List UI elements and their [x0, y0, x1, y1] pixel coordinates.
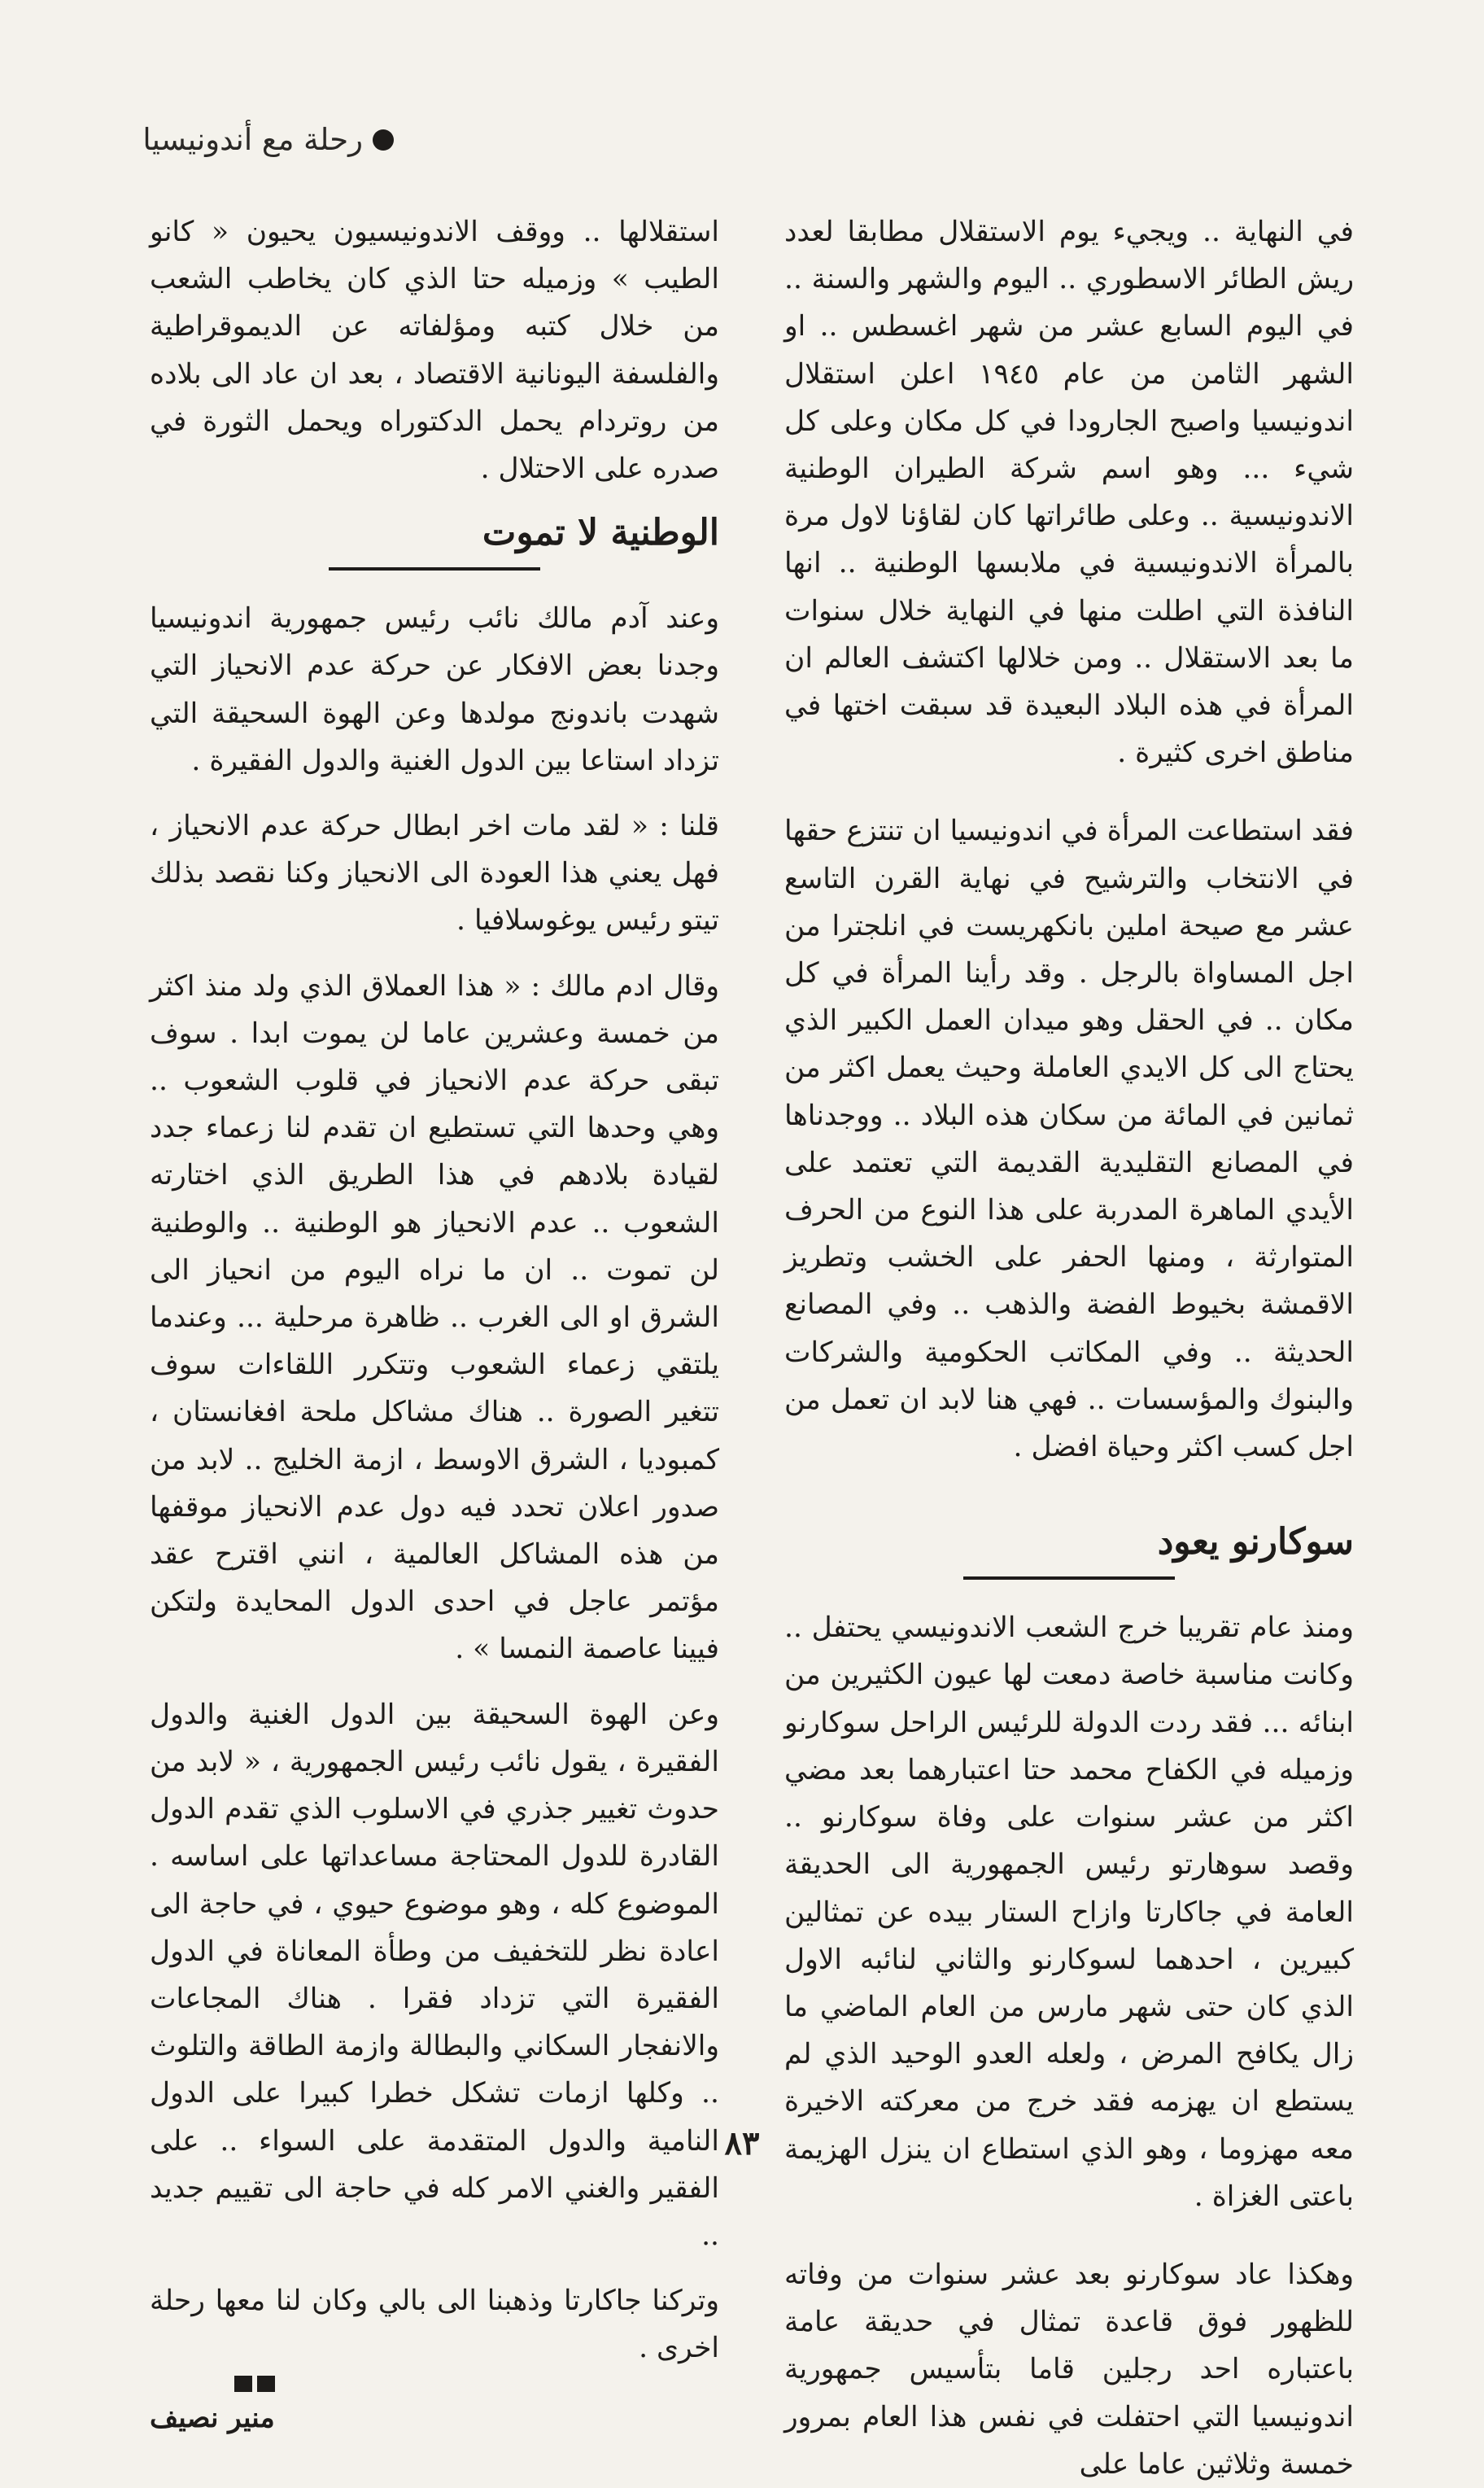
running-head [142, 122, 394, 157]
heading-rule [963, 1576, 1175, 1580]
section-heading-sukarno: سوكارنو يعود [1157, 1521, 1354, 1563]
signature-block [150, 2376, 719, 2439]
paragraph: وعند آدم مالك نائب رئيس جمهورية اندونيسيا وجدنا بعض الافكار عن حركة عدم الانحياز التي شهدت باندونج مولدها وعن الهوة السحيقة التي تزداد استاعا بين الدول الغنية والدول الفقيرة . [150, 602, 719, 777]
paragraph: قلنا : « لقد مات اخر ابطال حركة عدم الانحياز ، فهل يعني هذا العودة الى الانحياز وكنا نقصد بذلك تيتو رئيس يوغوسلافيا . [150, 810, 719, 938]
paragraph: وعن الهوة السحيقة بين الدول الغنية والدول الفقيرة ، يقول نائب رئيس الجمهورية ، « لابد من حدوث تغيير جذري في الاسلوب الذي تقدم الدول القادرة للدول المحتاجة مساعداتها على اساسه . الموضوع كله ، وهو موضوع حيوي ، في حاجة الى اعادة نظر للتخفيف من وطأة المعاناة في الدول الفقيرة التي تزداد فقرا . هناك المجاعات والانفجار السكاني والبطالة وازمة الطاقة والتلوث .. وكلها ازمات تشكل خطرا كبيرا على الدول النامية والدول المتقدمة على السواء .. على الفقير والغني الامر كله في حاجة الى تقييم جديد .. [150, 1698, 719, 2252]
heading-rule [329, 567, 540, 571]
left-column [150, 208, 719, 2439]
paragraph: وتركنا جاكارتا وذهبنا الى بالي وكان لنا معها رحلة اخرى . [150, 2285, 719, 2365]
author-name: منير نصيف [150, 2401, 275, 2434]
paragraph: استقلالها .. ووقف الاندونيسيون يحيون « كانو الطيب » وزميله حتا الذي كان يخاطب الشعب من خلال كتبه ومؤلفاته عن الديموقراطية والفلسفة اليونانية الاقتصاد ، بعد ان عاد الى بلاده من روتردام يحمل الدكتوراه ويحمل الثورة في صدره على الاحتلال . [150, 216, 719, 486]
paragraph: وقال ادم مالك : « هذا العملاق الذي ولد منذ اكثر من خمسة وعشرين عاما لن يموت ابدا . سوف تبقى حركة عدم الانحياز في قلوب الشعوب .. وهي وحدها التي تستطيع ان تقدم لنا زعماء جدد لقيادة بلادهم في هذا الطريق الذي اختارته الشعوب .. عدم الانحياز هو الوطنية .. والوطنية لن تموت .. ان ما نراه اليوم من انحياز الى الشرق او الى الغرب .. ظاهرة مرحلية ... وعندما يلتقي زعماء الشعوب وتتكرر اللقاءات سوف تتغير الصورة .. هناك مشاكل ملحة افغانستان ، كمبوديا ، الشرق الاوسط ، ازمة الخليج .. لابد من صدور اعلان تحدد فيه دول عدم الانحياز موقفها من هذه المشاكل العالمية ، انني اقترح عقد مؤتمر عاجل في احدى الدول المحايدة ولتكن فيينا عاصمة النمسا » . [150, 969, 719, 1666]
section-heading-patriotism: الوطنية لا تموت [482, 512, 719, 554]
paragraph: فقد استطاعت المرأة في اندونيسيا ان تنتزع حقها في الانتخاب والترشيح في نهاية القرن التاسع عشر مع صيحة املين بانكهريست في انلجترا من اجل المساواة بالرجل . وقد رأينا المرأة في كل مكان .. في الحقل وهو ميدان العمل الكبير الذي يحتاج الى كل الايدي العاملة وحيث يعمل اكثر من ثمانين في المائة من سكان هذه البلاد .. ووجدناها في المصانع التقليدية القديمة التي تعتمد على الأيدي الماهرة المدربة على هذا النوع من الحرف المتوارثة ، ومنها الحفر على الخشب وتطريز الاقمشة بخيوط الفضة والذهب .. وفي المصانع الحديثة .. وفي المكاتب الحكومية والشركات والبنوك والمؤسسات .. فهي هنا لابد ان تعمل من اجل كسب اكثر وحياة افضل . [784, 815, 1354, 1464]
paragraph: في النهاية .. ويجيء يوم الاستقلال مطابقا لعدد ريش الطائر الاسطوري .. اليوم والشهر والسنة .. في اليوم السابع عشر من شهر اغسطس .. او الشهر الثامن من عام ١٩٤٥ اعلن استقلال اندونيسيا واصبح الجارودا في كل مكان وعلى كل شيء ... وهو اسم شركة الطيران الوطنية الاندونيسية .. وعلى طائراتها كان لقاؤنا لاول مرة بالمرأة الاندونيسية في ملابسها الوطنية .. انها النافذة التي اطلت منها في النهاية خلال سنوات ما بعد الاستقلال .. ومن خلالها اكتشف العالم ان المرأة في هذه البلاد البعيدة قد سبقت اختها في مناطق اخرى كثيرة . [784, 216, 1355, 770]
end-mark-icon [150, 2376, 275, 2392]
paragraph: وهكذا عاد سوكارنو بعد عشر سنوات من وفاته للظهور فوق قاعدة تمثال في حديقة عامة باعتباره احد رجلين قاما بتأسيس جمهورية اندونيسيا التي احتفلت في نفس هذا العام بمرور خمسة وثلاثين عاما على [784, 2258, 1354, 2481]
paragraph: ومنذ عام تقريبا خرج الشعب الاندونيسي يحتفل .. وكانت مناسبة خاصة دمعت لها عيون الكثيرين من ابنائه ... فقد ردت الدولة للرئيس الراحل سوكارنو وزميله في الكفاح محمد حتا اعتبارهما بعد مضي اكثر من عشر سنوات على وفاة سوكارنو .. وقصد سوهارتو رئيس الجمهورية الى الحديقة العامة في جاكارتا وازاح الستار بيده عن تمثالين كبيرين ، احدهما لسوكارنو والثاني لنائبه الاول الذي كان حتى شهر مارس من العام الماضي ما زال يكافح المرض ، ولعله العدو الوحيد الذي لم يستطع ان يهزمه فقد خرج من معركته الاخيرة معه مهزوما ، وهو الذي استطاع ان ينزل الهزيمة باعتى الغزاة . [784, 1611, 1354, 2213]
bullet-icon [373, 129, 394, 151]
running-head-text: رحلة مع أندونيسيا [142, 122, 363, 157]
page-number: ٨٣ [724, 2124, 760, 2162]
